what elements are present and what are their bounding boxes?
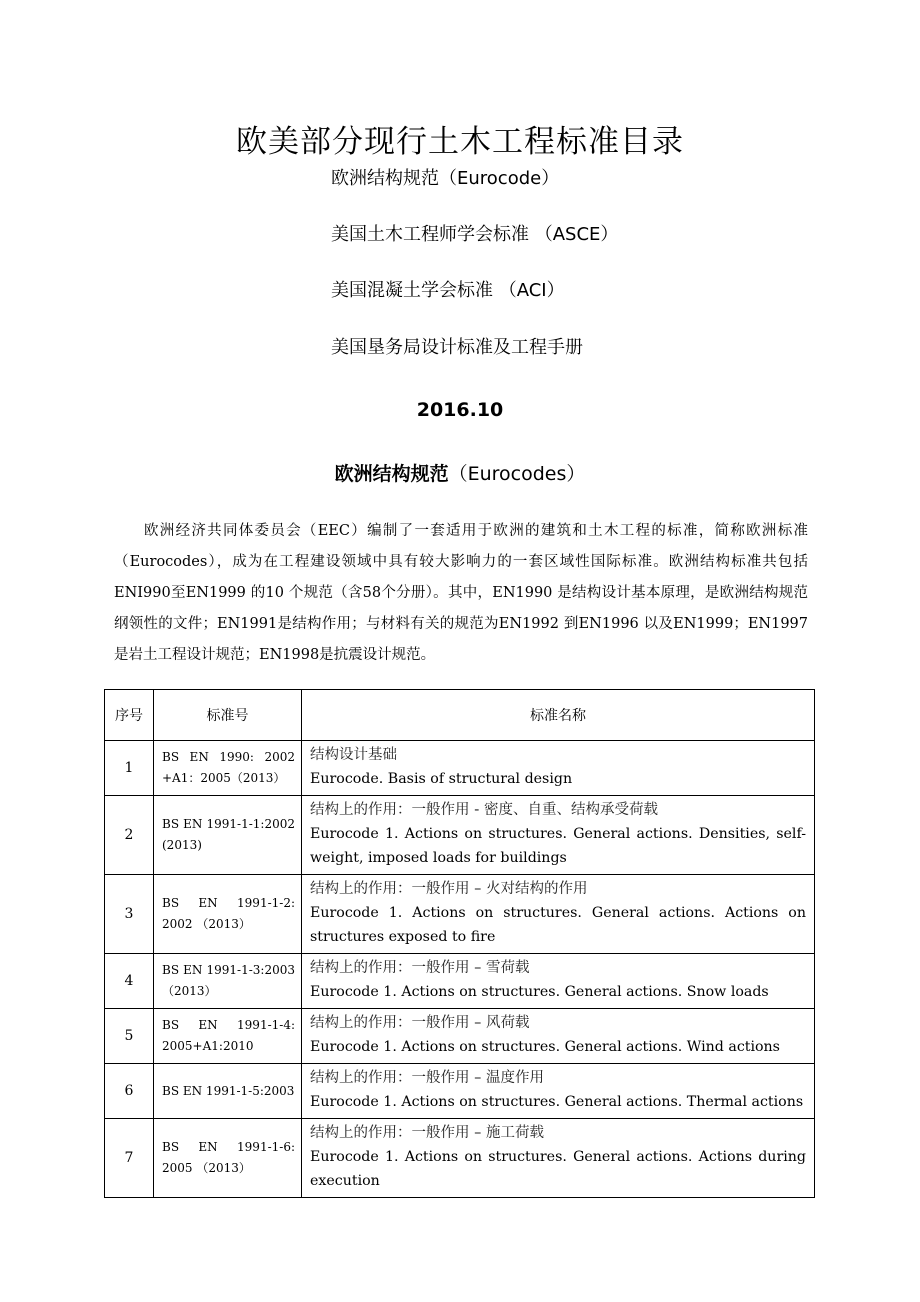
header-no: 序号 [105,690,154,741]
table-row [105,1064,815,1119]
row-name-zh: 结构上的作用：一般作用 – 温度作用 [310,1070,544,1086]
document-title: 欧美部分现行土木工程标准目录 [236,124,684,160]
row-name-zh: 结构上的作用：一般作用 – 施工荷载 [310,1125,544,1141]
row-no: 7 [105,1119,154,1198]
subtitle-aci: 美国混凝土学会标准 （ACI） [331,280,565,301]
section-heading-zh: 欧洲结构规范 [334,463,449,485]
header-name: 标准名称 [302,690,815,741]
document-date: 2016.10 [416,399,504,421]
row-code: BS EN 1990: 2002 +A1：2005（2013） [154,741,302,796]
row-name [302,1119,815,1198]
row-name-zh: 结构上的作用：一般作用 – 雪荷载 [310,960,530,976]
table-row [105,1009,815,1064]
row-name-en: Eurocode 1. Actions on structures. General actions. Actions on structures exposed to fire [310,905,806,945]
subtitle-asce: 美国土木工程师学会标准 （ASCE） [331,224,619,245]
row-name-en: Eurocode 1. Actions on structures. General actions. Thermal actions [310,1094,804,1110]
row-name-zh: 结构上的作用：一般作用 - 密度、自重、结构承受荷载 [310,802,658,818]
row-name-zh: 结构设计基础 [310,747,397,763]
table-row [105,954,815,1009]
section-heading [0,459,920,486]
standards-table [104,689,815,1198]
row-name-en: Eurocode 1. Actions on structures. General actions. Wind actions [310,1039,780,1055]
row-name-en: Eurocode 1. Actions on structures. General actions. Snow loads [310,984,769,1000]
row-code: BS EN 1991-1-3:2003 （2013） [154,954,302,1009]
row-name-en: Eurocode 1. Actions on structures. General actions. Actions during execution [310,1149,806,1189]
header-code: 标准号 [154,690,302,741]
row-name-en: Eurocode. Basis of structural design [310,771,573,787]
row-code: BS EN 1991-1-1:2002 (2013) [154,796,302,875]
intro-paragraph: 欧洲经济共同体委员会（EEC）编制了一套适用于欧洲的建筑和土木工程的标准，简称欧洲标准（Eurocodes），成为在工程建设领域中具有较大影响力的一套区域性国际标准。欧洲结构标准共包括ENI990至EN1999 的10 个规范（含58个分册）。其中，EN1990 是结构设计基本原理，是欧洲结构规范纲领性的文件；EN1991是结构作用；与材料有关的规范为EN1992 到EN1996 以及EN1999；EN1997是岩土工程设计规范；EN1998是抗震设计规范。 [114,523,808,663]
row-code: BS EN 1991-1-5:2003 [154,1064,302,1119]
row-no: 6 [105,1064,154,1119]
row-code: BS EN 1991-1-2: 2002 （2013） [154,875,302,954]
table-row [105,875,815,954]
row-name-en: Eurocode 1. Actions on structures. General actions. Densities, self-weight, imposed loads for buildings [310,826,806,866]
row-name [302,954,815,1009]
row-name [302,741,815,796]
row-no: 5 [105,1009,154,1064]
row-name [302,1009,815,1064]
row-no: 1 [105,741,154,796]
row-code: BS EN 1991-1-4: 2005+A1:2010 [154,1009,302,1064]
row-code: BS EN 1991-1-6: 2005 （2013） [154,1119,302,1198]
row-name-zh: 结构上的作用：一般作用 – 火对结构的作用 [310,881,588,897]
row-name-zh: 结构上的作用：一般作用 – 风荷载 [310,1015,530,1031]
row-no: 3 [105,875,154,954]
subtitle-usbr: 美国垦务局设计标准及工程手册 [331,337,583,358]
row-name [302,1064,815,1119]
table-row [105,1119,815,1198]
row-no: 2 [105,796,154,875]
section-heading-en: （Eurocodes） [448,463,586,485]
table-row [105,741,815,796]
subtitle-eurocode: 欧洲结构规范（Eurocode） [331,168,560,189]
row-name [302,875,815,954]
table-header-row [105,690,815,741]
row-no: 4 [105,954,154,1009]
row-name [302,796,815,875]
table-row [105,796,815,875]
